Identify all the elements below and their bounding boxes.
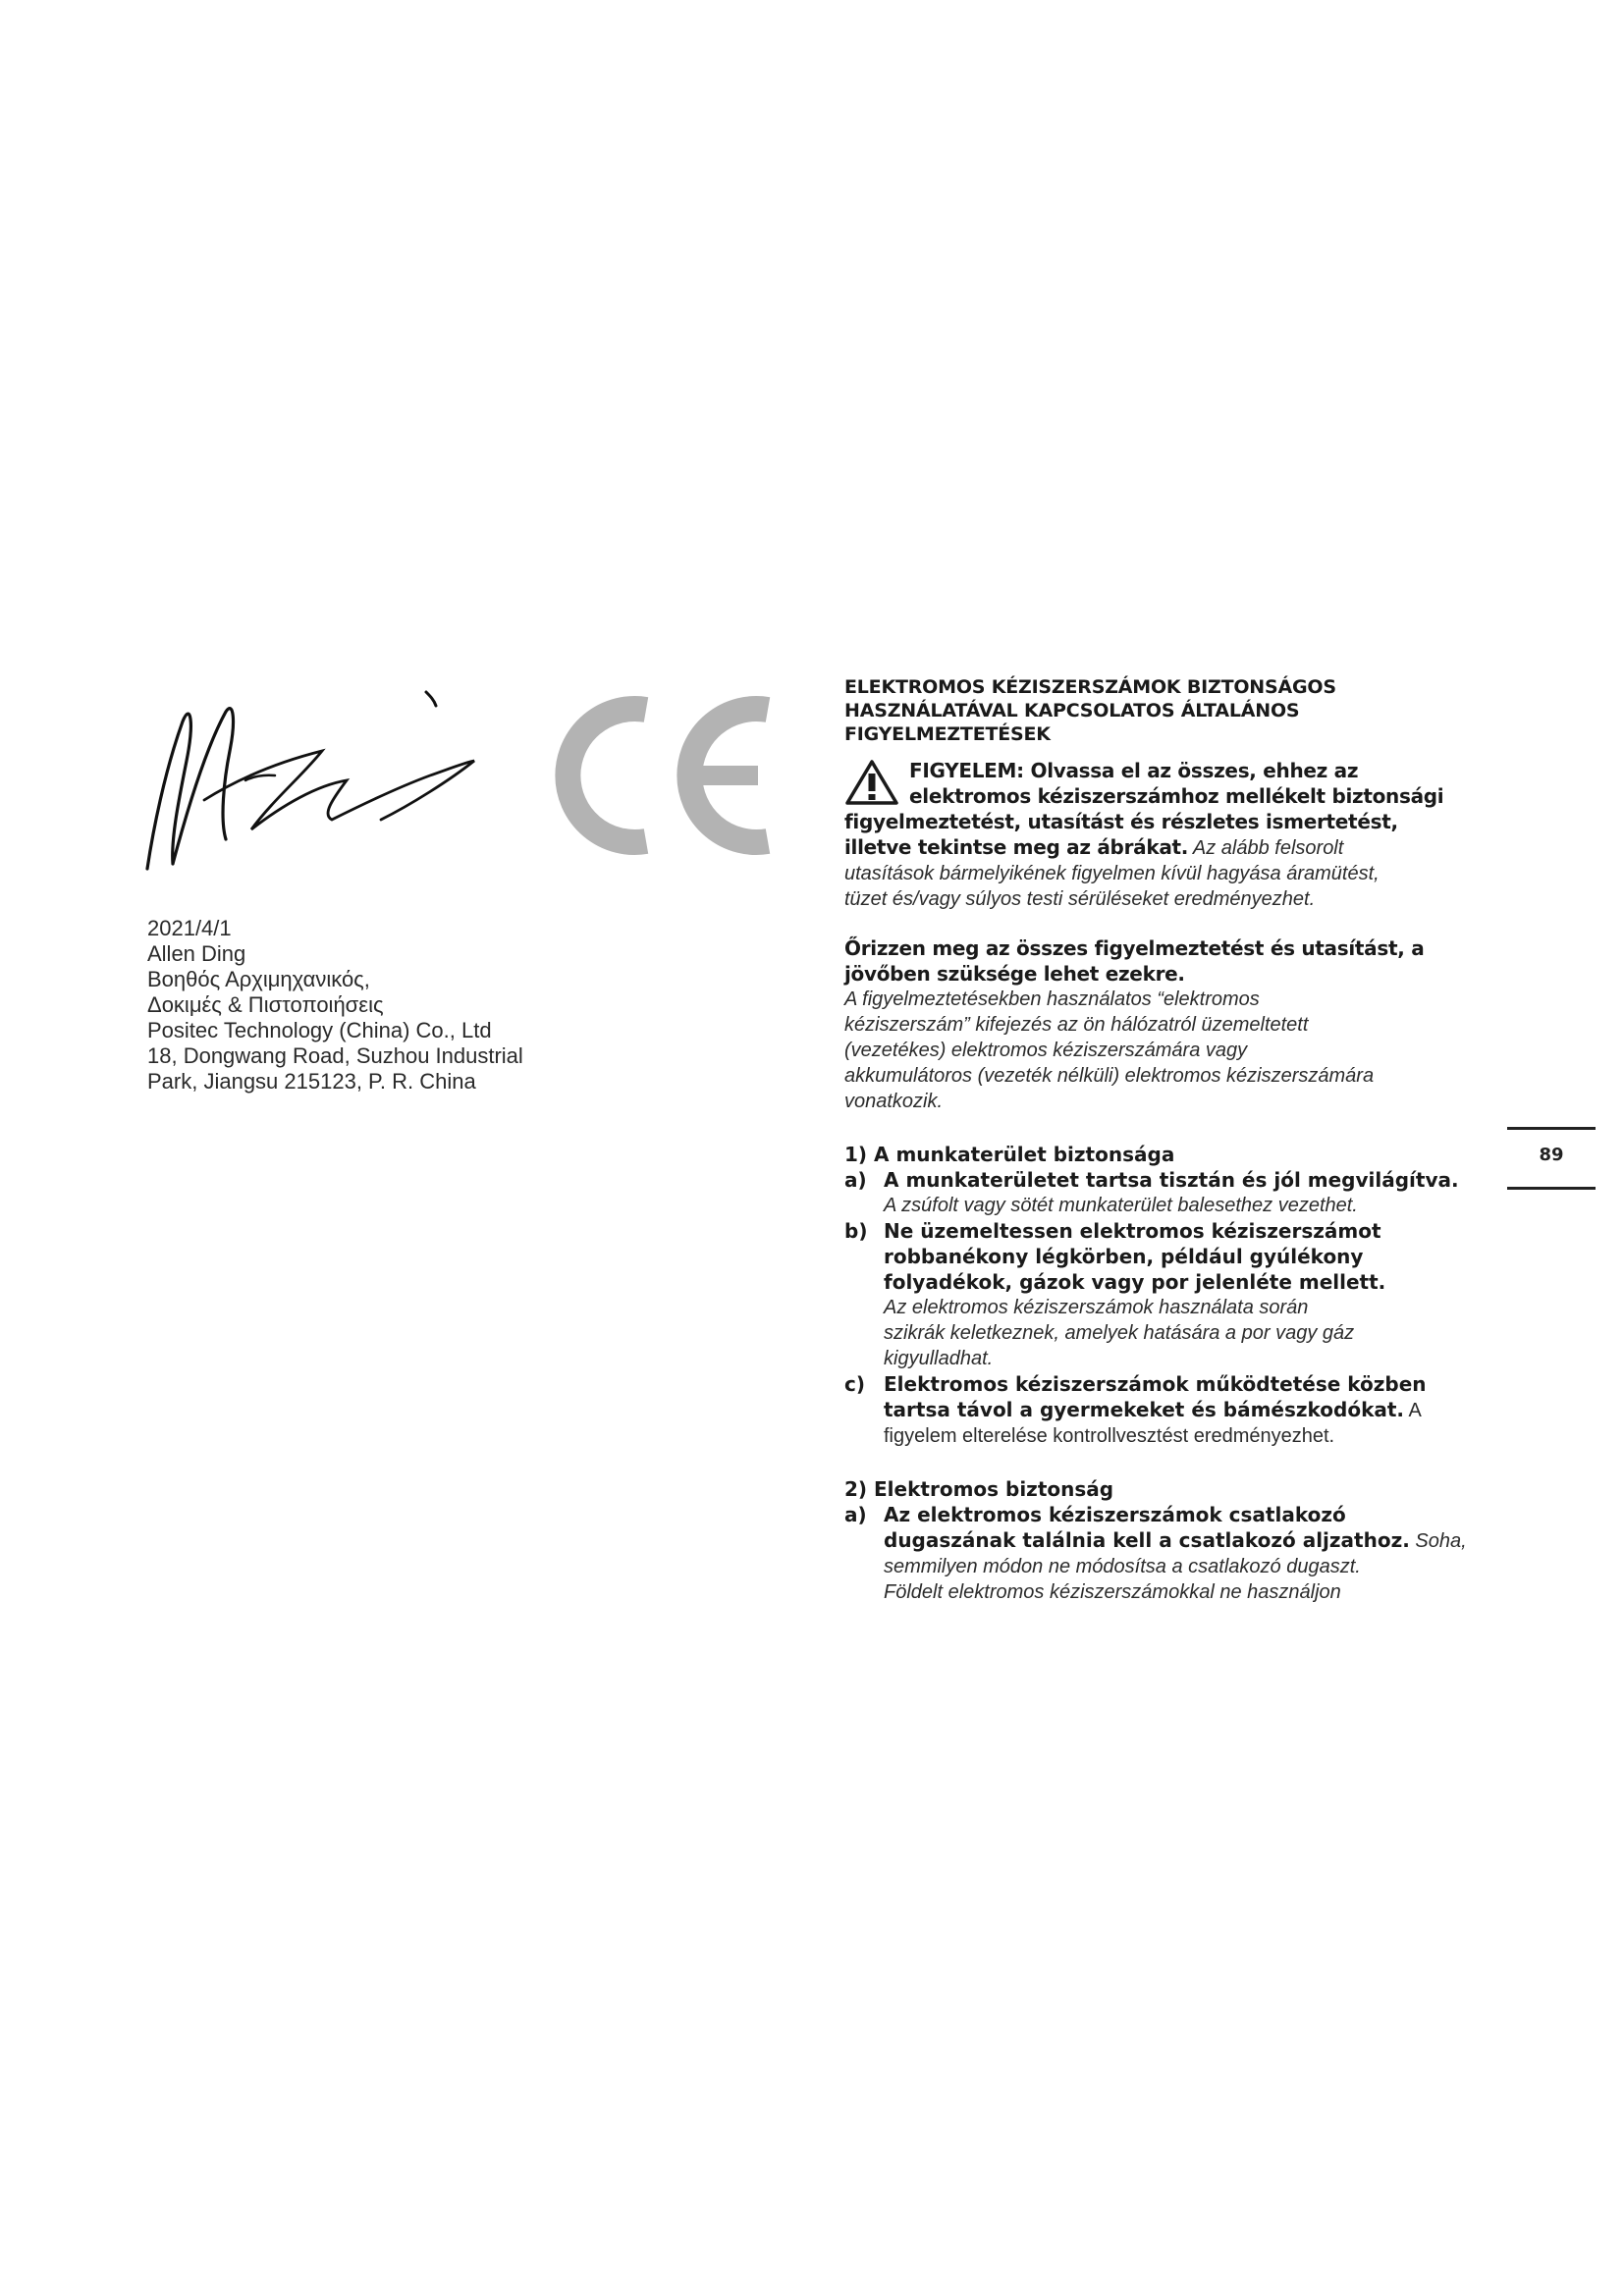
item-normal-part: A — [1404, 1400, 1422, 1421]
warning-italic-start: Az alább felsorolt — [1188, 837, 1344, 859]
section-title: 2) Elektromos biztonság — [844, 1477, 1114, 1501]
item-bold-part: dugaszának találnia kell a csatlakozó aljzathoz. — [884, 1528, 1410, 1552]
heading-line: ELEKTROMOS KÉZISZERSZÁMOK BIZTONSÁGOS — [844, 676, 1336, 698]
item-line: folyadékok, gázok vagy por jelenléte mellett. — [884, 1270, 1386, 1294]
item-line: szikrák keletkeznek, amelyek hatására a por vagy gáz — [884, 1322, 1355, 1344]
keep-line: jövőben szüksége lehet ezekre. — [844, 962, 1185, 986]
list-marker: c) — [844, 1372, 865, 1396]
section-work-area-safety — [844, 1142, 1492, 1449]
warning-line — [844, 834, 1492, 861]
signer-address-line: 18, Dongwang Road, Suzhou Industrial — [147, 1043, 523, 1068]
signer-company: Positec Technology (China) Co., Ltd — [147, 1018, 492, 1042]
section-electrical-safety — [844, 1476, 1492, 1605]
item-line: robbanékony légkörben, például gyúlékony — [884, 1245, 1364, 1268]
page-number: 89 — [1539, 1145, 1564, 1165]
item-italic-part: Soha, — [1409, 1530, 1467, 1552]
list-item — [844, 1502, 1492, 1605]
page-number-tab — [1507, 1127, 1596, 1190]
warning-bold-tail: illetve tekintse meg az ábrákat. — [844, 835, 1189, 859]
item-line: Az elektromos kéziszerszámok használata során — [884, 1297, 1309, 1318]
item-line: figyelem elterelése kontrollvesztést eredményezhet. — [884, 1425, 1335, 1447]
tab-rule-bottom — [1507, 1187, 1596, 1190]
item-line: semmilyen módon ne módosítsa a csatlakozó dugaszt. — [884, 1556, 1361, 1577]
list-marker: a) — [844, 1503, 867, 1526]
safety-text-column — [844, 675, 1492, 1605]
ce-mark-logo — [550, 692, 785, 859]
keep-line: A figyelmeztetésekben használatos “elektromos — [844, 988, 1260, 1010]
item-line: Elektromos kéziszerszámok működtetése közben — [884, 1372, 1427, 1396]
list-item — [844, 1218, 1492, 1371]
keep-line: kéziszerszám” kifejezés az ön hálózatról üzemeltetett — [844, 1014, 1309, 1036]
keep-line: (vezetékes) elektromos kéziszerszámára vagy — [844, 1040, 1248, 1061]
item-line: Az elektromos kéziszerszámok csatlakozó — [884, 1503, 1346, 1526]
signer-name: Allen Ding — [147, 941, 246, 966]
warning-triangle-icon — [844, 758, 899, 807]
keep-instructions-paragraph — [844, 935, 1492, 1114]
warning-paragraph — [844, 758, 1492, 912]
warning-line: elektromos kéziszerszámhoz mellékelt biztonsági — [909, 784, 1444, 808]
item-line: kigyulladhat. — [884, 1348, 994, 1369]
item-line — [884, 1397, 1492, 1423]
page-heading — [844, 675, 1492, 746]
signer-address-block — [147, 916, 599, 1095]
signer-title-line: Δοκιμές & Πιστοποιήσεις — [147, 992, 384, 1017]
signer-title-line: Βοηθός Αρχιμηχανικός, — [147, 967, 370, 991]
warning-line: utasítások bármelyikének figyelmen kívül hagyása áramütést, — [844, 863, 1380, 884]
tab-rule-top — [1507, 1127, 1596, 1130]
item-line: Földelt elektromos kéziszerszámokkal ne használjon — [884, 1581, 1341, 1603]
warning-line: tüzet és/vagy súlyos testi sérüléseket eredményezhet. — [844, 888, 1316, 910]
list-marker: a) — [844, 1168, 867, 1192]
signer-address-line: Park, Jiangsu 215123, P. R. China — [147, 1069, 476, 1094]
item-line: Ne üzemeltessen elektromos kéziszerszámot — [884, 1219, 1381, 1243]
heading-line: FIGYELMEZTETÉSEK — [844, 723, 1051, 745]
keep-line: vonatkozik. — [844, 1091, 944, 1112]
section-title: 1) A munkaterület biztonsága — [844, 1143, 1175, 1166]
warning-line: FIGYELEM: Olvassa el az összes, ehhez az — [909, 759, 1359, 782]
list-item — [844, 1371, 1492, 1449]
keep-line: akkumulátoros (vezeték nélküli) elektromos kéziszerszámára — [844, 1065, 1375, 1087]
item-line: A munkaterületet tartsa tisztán és jól megvilágítva. — [884, 1168, 1459, 1192]
signature — [135, 682, 509, 879]
signer-date: 2021/4/1 — [147, 916, 232, 940]
keep-line: Őrizzen meg az összes figyelmeztetést és utasítást, a — [844, 936, 1425, 960]
heading-line: HASZNÁLATÁVAL KAPCSOLATOS ÁLTALÁNOS — [844, 700, 1300, 721]
item-bold-part: tartsa távol a gyermekeket és bámészkodókat. — [884, 1398, 1405, 1421]
item-line: A zsúfolt vagy sötét munkaterület balesethez vezethet. — [884, 1195, 1358, 1216]
list-item — [844, 1167, 1492, 1218]
warning-line: figyelmeztetést, utasítást és részletes ismertetést, — [844, 810, 1398, 833]
list-marker: b) — [844, 1219, 868, 1243]
item-line — [884, 1527, 1492, 1554]
